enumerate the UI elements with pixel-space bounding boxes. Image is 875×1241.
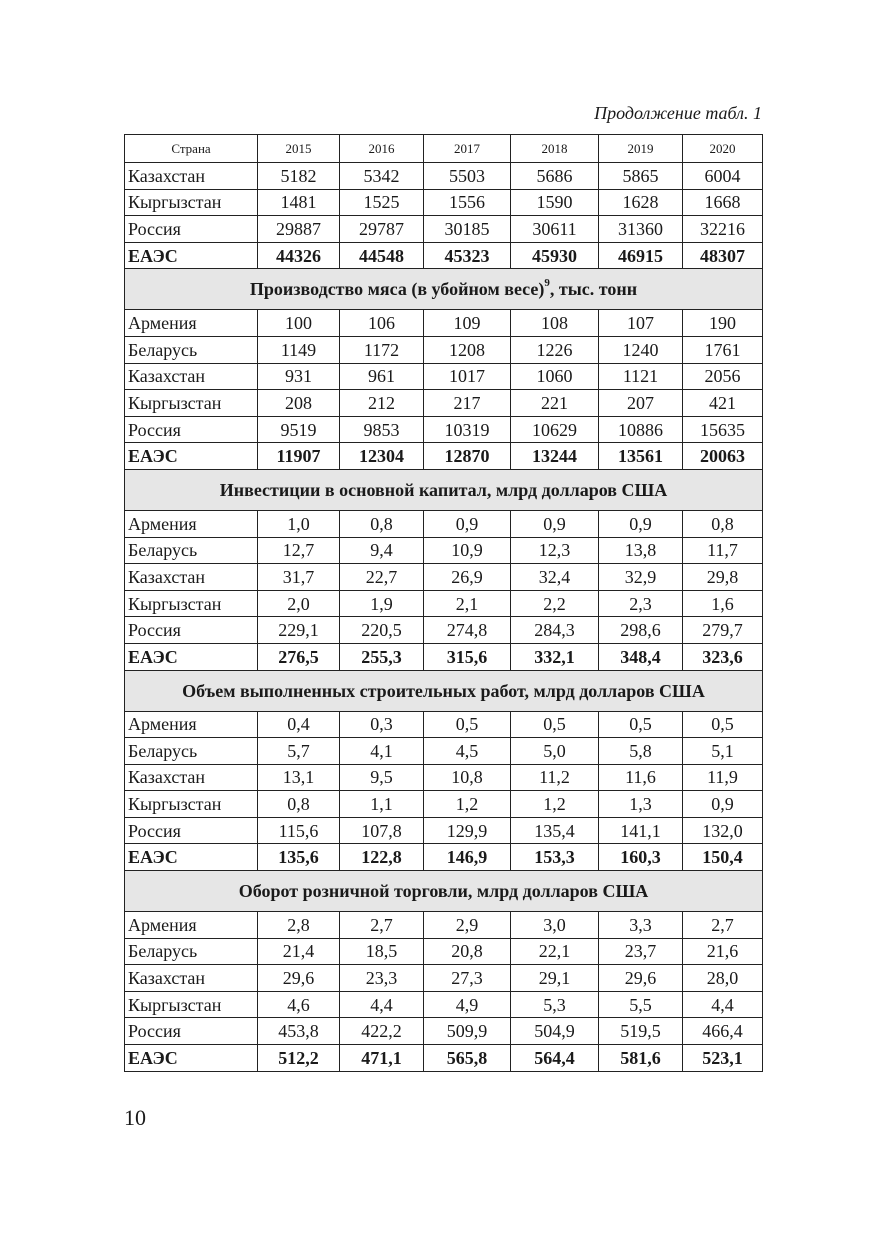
value-cell: 135,6 xyxy=(258,844,340,871)
value-cell: 11,2 xyxy=(511,764,599,791)
value-cell: 0,5 xyxy=(683,711,763,738)
country-cell: Армения xyxy=(125,310,258,337)
value-cell: 30185 xyxy=(424,216,511,243)
footnote-marker: 9 xyxy=(544,277,550,290)
table-row xyxy=(125,991,763,1018)
section-title xyxy=(125,269,763,310)
value-cell: 3,0 xyxy=(511,912,599,939)
value-cell: 141,1 xyxy=(599,817,683,844)
value-cell: 46915 xyxy=(599,242,683,269)
value-cell: 12,7 xyxy=(258,537,340,564)
value-cell: 0,9 xyxy=(599,510,683,537)
value-cell: 5,3 xyxy=(511,991,599,1018)
value-cell: 212 xyxy=(340,390,424,417)
value-cell: 29787 xyxy=(340,216,424,243)
value-cell: 0,8 xyxy=(258,791,340,818)
value-cell: 32,9 xyxy=(599,564,683,591)
value-cell: 2,9 xyxy=(424,912,511,939)
value-cell: 45930 xyxy=(511,242,599,269)
table-row xyxy=(125,537,763,564)
value-cell: 23,7 xyxy=(599,938,683,965)
value-cell: 23,3 xyxy=(340,965,424,992)
table-row xyxy=(125,189,763,216)
value-cell: 2,3 xyxy=(599,590,683,617)
value-cell: 1149 xyxy=(258,336,340,363)
value-cell: 348,4 xyxy=(599,643,683,670)
value-cell: 29,8 xyxy=(683,564,763,591)
table-row xyxy=(125,590,763,617)
country-cell: Армения xyxy=(125,912,258,939)
value-cell: 5,0 xyxy=(511,738,599,765)
value-cell: 4,5 xyxy=(424,738,511,765)
value-cell: 11,7 xyxy=(683,537,763,564)
value-cell: 1,0 xyxy=(258,510,340,537)
value-cell: 1481 xyxy=(258,189,340,216)
value-cell: 4,6 xyxy=(258,991,340,1018)
table-total-row xyxy=(125,1045,763,1072)
value-cell: 0,5 xyxy=(424,711,511,738)
value-cell: 332,1 xyxy=(511,643,599,670)
value-cell: 9519 xyxy=(258,416,340,443)
table-header-row xyxy=(125,135,763,163)
country-cell: ЕАЭС xyxy=(125,1045,258,1072)
value-cell: 323,6 xyxy=(683,643,763,670)
value-cell: 0,8 xyxy=(683,510,763,537)
value-cell: 471,1 xyxy=(340,1045,424,1072)
value-cell: 11907 xyxy=(258,443,340,470)
value-cell: 4,4 xyxy=(683,991,763,1018)
value-cell: 28,0 xyxy=(683,965,763,992)
table-row xyxy=(125,764,763,791)
value-cell: 1628 xyxy=(599,189,683,216)
value-cell: 45323 xyxy=(424,242,511,269)
value-cell: 1017 xyxy=(424,363,511,390)
value-cell: 0,5 xyxy=(599,711,683,738)
value-cell: 22,7 xyxy=(340,564,424,591)
value-cell: 4,4 xyxy=(340,991,424,1018)
value-cell: 276,5 xyxy=(258,643,340,670)
value-cell: 0,4 xyxy=(258,711,340,738)
value-cell: 2,7 xyxy=(683,912,763,939)
value-cell: 453,8 xyxy=(258,1018,340,1045)
country-cell: Россия xyxy=(125,817,258,844)
value-cell: 29,1 xyxy=(511,965,599,992)
table-row xyxy=(125,965,763,992)
section-title xyxy=(125,469,763,510)
value-cell: 961 xyxy=(340,363,424,390)
value-cell: 1556 xyxy=(424,189,511,216)
value-cell: 30611 xyxy=(511,216,599,243)
section-title xyxy=(125,871,763,912)
table-total-row xyxy=(125,844,763,871)
country-cell: Армения xyxy=(125,510,258,537)
value-cell: 1,2 xyxy=(424,791,511,818)
value-cell: 512,2 xyxy=(258,1045,340,1072)
value-cell: 2,7 xyxy=(340,912,424,939)
value-cell: 3,3 xyxy=(599,912,683,939)
value-cell: 13244 xyxy=(511,443,599,470)
section-header-row xyxy=(125,469,763,510)
value-cell: 13561 xyxy=(599,443,683,470)
value-cell: 31,7 xyxy=(258,564,340,591)
value-cell: 1226 xyxy=(511,336,599,363)
value-cell: 284,3 xyxy=(511,617,599,644)
value-cell: 1060 xyxy=(511,363,599,390)
value-cell: 4,1 xyxy=(340,738,424,765)
statistics-table xyxy=(124,134,763,1072)
value-cell: 298,6 xyxy=(599,617,683,644)
country-cell: Казахстан xyxy=(125,965,258,992)
table-row xyxy=(125,163,763,190)
table-row xyxy=(125,216,763,243)
table-row xyxy=(125,817,763,844)
country-cell: Беларусь xyxy=(125,938,258,965)
header-year: 2018 xyxy=(511,135,599,163)
value-cell: 229,1 xyxy=(258,617,340,644)
value-cell: 0,8 xyxy=(340,510,424,537)
value-cell: 255,3 xyxy=(340,643,424,670)
header-year: 2019 xyxy=(599,135,683,163)
value-cell: 150,4 xyxy=(683,844,763,871)
value-cell: 2,2 xyxy=(511,590,599,617)
value-cell: 122,8 xyxy=(340,844,424,871)
value-cell: 207 xyxy=(599,390,683,417)
value-cell: 2,8 xyxy=(258,912,340,939)
value-cell: 519,5 xyxy=(599,1018,683,1045)
value-cell: 1208 xyxy=(424,336,511,363)
value-cell: 0,9 xyxy=(511,510,599,537)
table-row xyxy=(125,336,763,363)
value-cell: 44326 xyxy=(258,242,340,269)
value-cell: 217 xyxy=(424,390,511,417)
value-cell: 1,6 xyxy=(683,590,763,617)
value-cell: 10,9 xyxy=(424,537,511,564)
table-row xyxy=(125,711,763,738)
value-cell: 9,5 xyxy=(340,764,424,791)
value-cell: 208 xyxy=(258,390,340,417)
value-cell: 5342 xyxy=(340,163,424,190)
value-cell: 0,9 xyxy=(424,510,511,537)
value-cell: 523,1 xyxy=(683,1045,763,1072)
section-title xyxy=(125,670,763,711)
value-cell: 4,9 xyxy=(424,991,511,1018)
value-cell: 20063 xyxy=(683,443,763,470)
table-row xyxy=(125,416,763,443)
value-cell: 29,6 xyxy=(599,965,683,992)
section-title-suffix: , тыс. тонн xyxy=(549,279,638,300)
value-cell: 153,3 xyxy=(511,844,599,871)
section-header-row xyxy=(125,670,763,711)
table-row xyxy=(125,738,763,765)
value-cell: 160,3 xyxy=(599,844,683,871)
value-cell: 5,5 xyxy=(599,991,683,1018)
value-cell: 509,9 xyxy=(424,1018,511,1045)
value-cell: 15635 xyxy=(683,416,763,443)
country-cell: Кыргызстан xyxy=(125,189,258,216)
value-cell: 315,6 xyxy=(424,643,511,670)
value-cell: 0,9 xyxy=(683,791,763,818)
value-cell: 564,4 xyxy=(511,1045,599,1072)
value-cell: 32216 xyxy=(683,216,763,243)
value-cell: 1590 xyxy=(511,189,599,216)
value-cell: 13,1 xyxy=(258,764,340,791)
header-year: 2015 xyxy=(258,135,340,163)
table-row xyxy=(125,1018,763,1045)
country-cell: Казахстан xyxy=(125,764,258,791)
country-cell: Кыргызстан xyxy=(125,590,258,617)
value-cell: 504,9 xyxy=(511,1018,599,1045)
value-cell: 135,4 xyxy=(511,817,599,844)
value-cell: 1,1 xyxy=(340,791,424,818)
value-cell: 106 xyxy=(340,310,424,337)
value-cell: 108 xyxy=(511,310,599,337)
table-row xyxy=(125,363,763,390)
value-cell: 0,3 xyxy=(340,711,424,738)
value-cell: 279,7 xyxy=(683,617,763,644)
value-cell: 27,3 xyxy=(424,965,511,992)
country-cell: Казахстан xyxy=(125,564,258,591)
value-cell: 10319 xyxy=(424,416,511,443)
country-cell: ЕАЭС xyxy=(125,443,258,470)
value-cell: 5503 xyxy=(424,163,511,190)
value-cell: 21,4 xyxy=(258,938,340,965)
header-country: Страна xyxy=(125,135,258,163)
section-header-row xyxy=(125,269,763,310)
value-cell: 18,5 xyxy=(340,938,424,965)
country-cell: Кыргызстан xyxy=(125,390,258,417)
country-cell: ЕАЭС xyxy=(125,844,258,871)
value-cell: 1240 xyxy=(599,336,683,363)
value-cell: 12870 xyxy=(424,443,511,470)
value-cell: 565,8 xyxy=(424,1045,511,1072)
header-year: 2017 xyxy=(424,135,511,163)
table-row xyxy=(125,938,763,965)
country-cell: ЕАЭС xyxy=(125,643,258,670)
table-row xyxy=(125,564,763,591)
section-header-row xyxy=(125,871,763,912)
value-cell: 32,4 xyxy=(511,564,599,591)
table-caption: Продолжение табл. 1 xyxy=(594,103,762,123)
value-cell: 2056 xyxy=(683,363,763,390)
value-cell: 10629 xyxy=(511,416,599,443)
value-cell: 29887 xyxy=(258,216,340,243)
country-cell: Казахстан xyxy=(125,363,258,390)
value-cell: 581,6 xyxy=(599,1045,683,1072)
country-cell: Россия xyxy=(125,216,258,243)
value-cell: 132,0 xyxy=(683,817,763,844)
value-cell: 12,3 xyxy=(511,537,599,564)
value-cell: 20,8 xyxy=(424,938,511,965)
value-cell: 22,1 xyxy=(511,938,599,965)
table-row xyxy=(125,510,763,537)
value-cell: 9853 xyxy=(340,416,424,443)
country-cell: Россия xyxy=(125,416,258,443)
value-cell: 5,8 xyxy=(599,738,683,765)
value-cell: 466,4 xyxy=(683,1018,763,1045)
table-row xyxy=(125,390,763,417)
value-cell: 2,1 xyxy=(424,590,511,617)
value-cell: 107 xyxy=(599,310,683,337)
value-cell: 1172 xyxy=(340,336,424,363)
page-number: 10 xyxy=(124,1105,146,1130)
value-cell: 1121 xyxy=(599,363,683,390)
value-cell: 0,5 xyxy=(511,711,599,738)
value-cell: 220,5 xyxy=(340,617,424,644)
country-cell: Кыргызстан xyxy=(125,791,258,818)
value-cell: 11,9 xyxy=(683,764,763,791)
value-cell: 13,8 xyxy=(599,537,683,564)
header-year: 2016 xyxy=(340,135,424,163)
value-cell: 931 xyxy=(258,363,340,390)
table-total-row xyxy=(125,643,763,670)
value-cell: 190 xyxy=(683,310,763,337)
value-cell: 1,9 xyxy=(340,590,424,617)
country-cell: Беларусь xyxy=(125,537,258,564)
value-cell: 5865 xyxy=(599,163,683,190)
value-cell: 5,1 xyxy=(683,738,763,765)
section-title-text: Объем выполненных строительных работ, млрд долларов США xyxy=(182,680,705,701)
table-row xyxy=(125,310,763,337)
value-cell: 6004 xyxy=(683,163,763,190)
value-cell: 100 xyxy=(258,310,340,337)
value-cell: 44548 xyxy=(340,242,424,269)
value-cell: 115,6 xyxy=(258,817,340,844)
value-cell: 11,6 xyxy=(599,764,683,791)
section-title-text: Оборот розничной торговли, млрд долларов США xyxy=(238,881,649,902)
value-cell: 1,2 xyxy=(511,791,599,818)
value-cell: 1,3 xyxy=(599,791,683,818)
value-cell: 146,9 xyxy=(424,844,511,871)
value-cell: 5686 xyxy=(511,163,599,190)
value-cell: 421 xyxy=(683,390,763,417)
value-cell: 129,9 xyxy=(424,817,511,844)
country-cell: Кыргызстан xyxy=(125,991,258,1018)
table-row xyxy=(125,912,763,939)
value-cell: 1761 xyxy=(683,336,763,363)
value-cell: 29,6 xyxy=(258,965,340,992)
value-cell: 48307 xyxy=(683,242,763,269)
header-year: 2020 xyxy=(683,135,763,163)
country-cell: ЕАЭС xyxy=(125,242,258,269)
country-cell: Беларусь xyxy=(125,336,258,363)
value-cell: 1525 xyxy=(340,189,424,216)
country-cell: Россия xyxy=(125,1018,258,1045)
section-title-text: Производство мяса (в убойном весе) xyxy=(249,279,545,300)
value-cell: 5,7 xyxy=(258,738,340,765)
value-cell: 31360 xyxy=(599,216,683,243)
value-cell: 12304 xyxy=(340,443,424,470)
value-cell: 107,8 xyxy=(340,817,424,844)
country-cell: Армения xyxy=(125,711,258,738)
value-cell: 9,4 xyxy=(340,537,424,564)
value-cell: 5182 xyxy=(258,163,340,190)
section-title-text: Инвестиции в основной капитал, млрд долларов США xyxy=(219,479,668,500)
value-cell: 2,0 xyxy=(258,590,340,617)
value-cell: 422,2 xyxy=(340,1018,424,1045)
value-cell: 26,9 xyxy=(424,564,511,591)
value-cell: 274,8 xyxy=(424,617,511,644)
country-cell: Россия xyxy=(125,617,258,644)
table-total-row xyxy=(125,242,763,269)
value-cell: 10,8 xyxy=(424,764,511,791)
value-cell: 221 xyxy=(511,390,599,417)
value-cell: 1668 xyxy=(683,189,763,216)
value-cell: 10886 xyxy=(599,416,683,443)
table-row xyxy=(125,617,763,644)
value-cell: 21,6 xyxy=(683,938,763,965)
value-cell: 109 xyxy=(424,310,511,337)
country-cell: Казахстан xyxy=(125,163,258,190)
country-cell: Беларусь xyxy=(125,738,258,765)
table-row xyxy=(125,791,763,818)
table-total-row xyxy=(125,443,763,470)
